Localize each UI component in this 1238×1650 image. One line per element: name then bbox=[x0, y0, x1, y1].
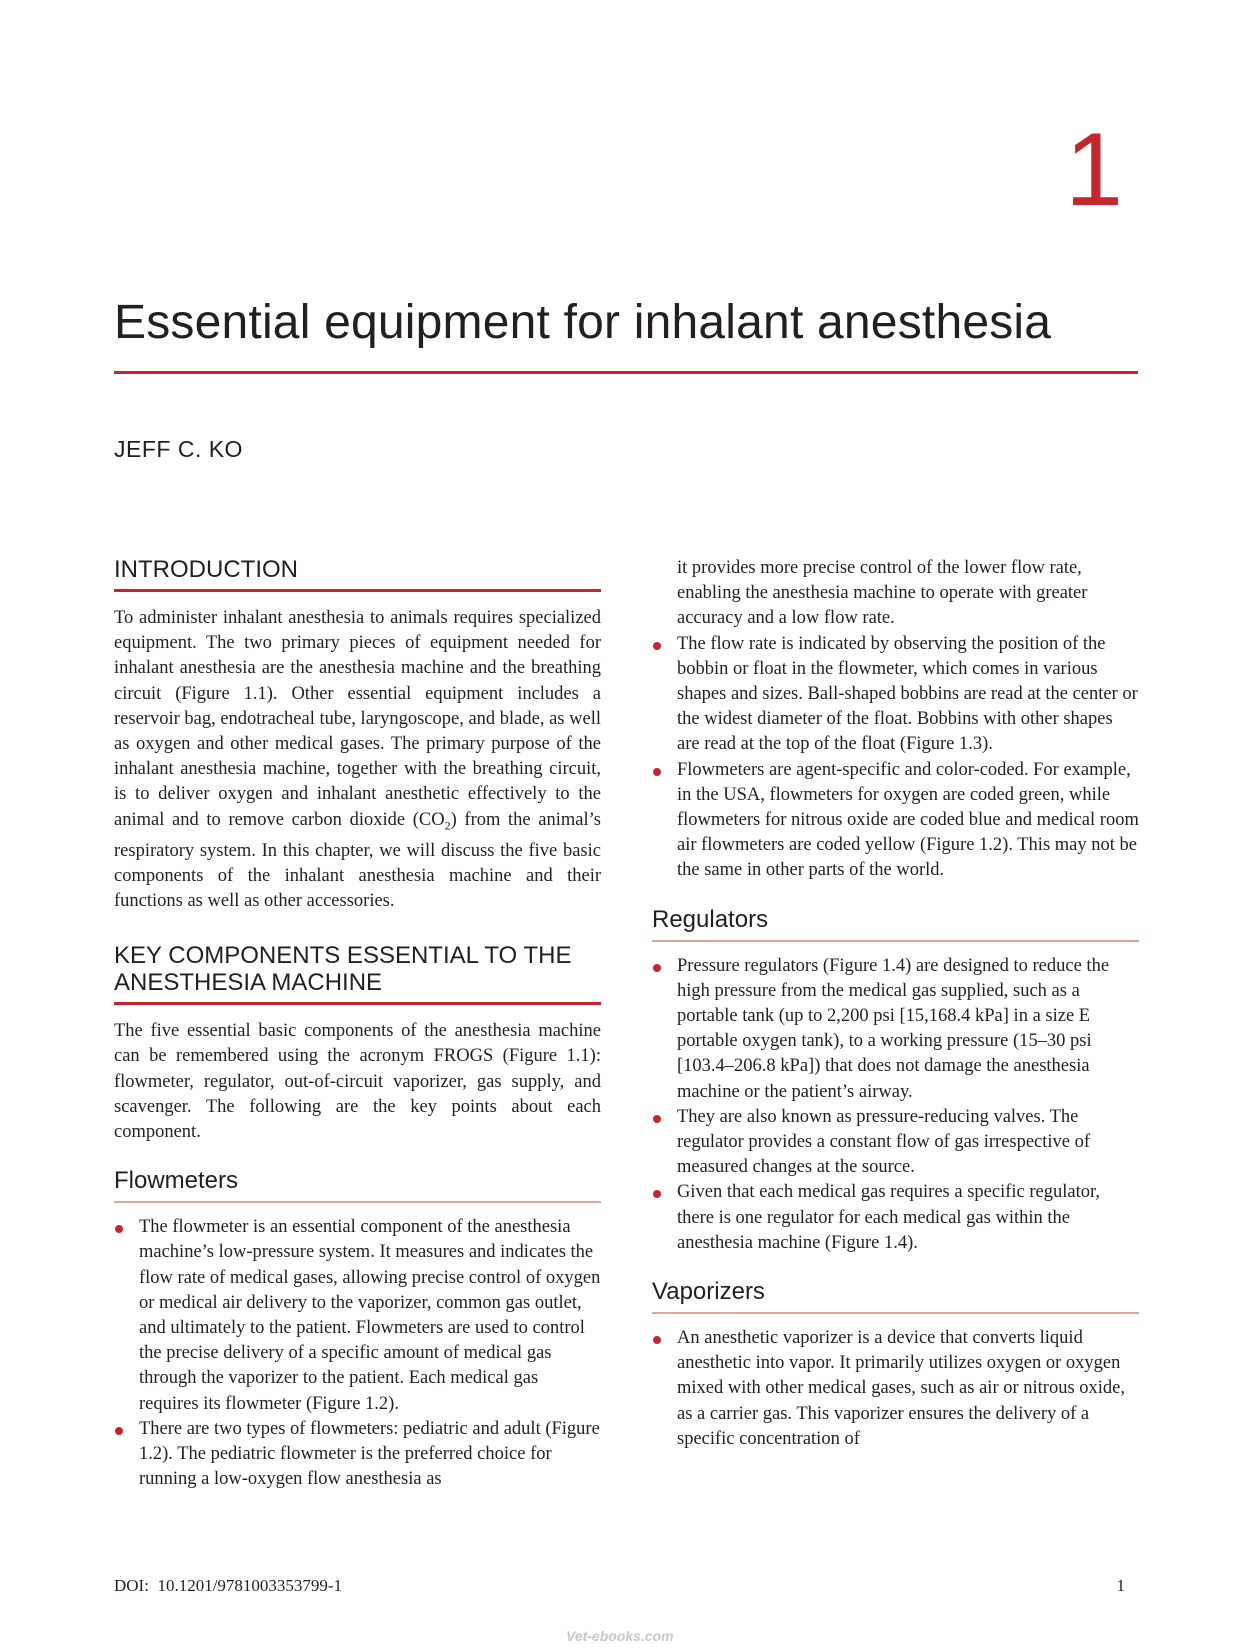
list-item: Given that each medical gas requires a specific regulator, there is one regulator for each medical gas within the anesthesia machine (Figure 1.4). bbox=[652, 1180, 1139, 1256]
list-item: Flowmeters are agent-specific and color-coded. For example, in the USA, flowmeters for oxygen are coded green, while flowmeters for nitrous oxide are coded blue and medical room air flowmeters are coded yellow (Figure 1.2). This may not be the same in other parts of the world. bbox=[652, 758, 1139, 884]
regulators-list bbox=[652, 954, 1139, 1256]
regulators-heading: Regulators bbox=[652, 906, 1139, 942]
key-components-heading-line2: ANESTHESIA MACHINE bbox=[114, 969, 383, 997]
list-item: Pressure regulators (Figure 1.4) are designed to reduce the high pressure from the medical gas supplied, such as a portable tank (up to 2,200 psi [15,168.4 kPa] in a size E portable oxygen tank), to a working pressure (15–30 psi [103.4–206.8 kPa]) that does not damage the anesthesia machine or the patient’s airway. bbox=[652, 954, 1139, 1105]
left-column bbox=[114, 556, 601, 1492]
flowmeters-heading: Flowmeters bbox=[114, 1167, 601, 1203]
co2-subscript: 2 bbox=[444, 818, 451, 833]
list-item: An anesthetic vaporizer is a device that converts liquid anesthetic into vapor. It primarily utilizes oxygen or oxygen mixed with other medical gases, such as air or nitrous oxide, as a carrier gas. This vaporizer ensures the delivery of a specific concentration of bbox=[652, 1326, 1139, 1452]
key-components-paragraph: The five essential basic components of the anesthesia machine can be remembered using the acronym FROGS (Figure 1.1): flowmeter, regulator, out-of-circuit vaporizer, gas supply, and scavenger. The following are the key points about each component. bbox=[114, 1021, 601, 1142]
vaporizers-heading: Vaporizers bbox=[652, 1278, 1139, 1314]
list-item: The flowmeter is an essential component of the anesthesia machine’s low-pressure system. It measures and indicates the flow rate of medical gases, allowing precise control of oxygen or medical air delivery to the vaporizer, common gas outlet, and ultimately to the patient. Flowmeters are used to control the precise delivery of a specific amount of medical gas through the vaporizer to the patient. Each medical gas requires its flowmeter (Figure 1.2). bbox=[114, 1215, 601, 1417]
list-item: The flow rate is indicated by observing the position of the bobbin or float in the flowmeter, which comes in various shapes and sizes. Ball-shaped bobbins are read at the center or the widest diameter of the float. Bobbins with other shapes are read at the top of the float (Figure 1.3). bbox=[652, 632, 1139, 758]
introduction-paragraph bbox=[114, 606, 601, 914]
author-name: JEFF C. KO bbox=[114, 436, 243, 462]
introduction-text-part1: To administer inhalant anesthesia to animals requires specialized equipment. The two primary pieces of equipment needed for inhalant anesthesia are the anesthesia machine and the breathing circuit (Figure 1.1). Other essential equipment includes a reservoir bag, endotracheal tube, laryngoscope, and blade, as well as oxygen and other medical gases. The primary purpose of the inhalant anesthesia machine, together with the breathing circuit, is to deliver oxygen and inhalant anesthetic effectively to the animal and to remove carbon dioxide (CO bbox=[114, 608, 601, 830]
flowmeters-list-continued bbox=[652, 632, 1139, 884]
flowmeters-list bbox=[114, 1215, 601, 1492]
chapter-number: 1 bbox=[1065, 112, 1123, 228]
page-number: 1 bbox=[1116, 1576, 1125, 1595]
introduction-text-part2: ) from the animal’s respiratory system. In this chapter, we will discuss the five basic components of the inhalant anesthesia machine and their functions as well as other accessories. bbox=[114, 809, 601, 911]
list-item: There are two types of flowmeters: pediatric and adult (Figure 1.2). The pediatric flowmeter is the preferred choice for running a low-oxygen flow anesthesia as bbox=[114, 1417, 601, 1493]
watermark-logo: Vet-ebooks.com bbox=[566, 1628, 674, 1644]
introduction-heading: INTRODUCTION bbox=[114, 556, 601, 592]
list-item: They are also known as pressure-reducing valves. The regulator provides a constant flow of gas irrespective of measured changes at the source. bbox=[652, 1105, 1139, 1181]
right-column bbox=[652, 556, 1139, 1452]
key-components-heading-line1: KEY COMPONENTS ESSENTIAL TO THE bbox=[114, 942, 572, 970]
chapter-title: Essential equipment for inhalant anesthesia bbox=[114, 296, 1052, 349]
title-rule bbox=[114, 371, 1138, 374]
flowmeters-continuation: it provides more precise control of the lower flow rate, enabling the anesthesia machine to operate with greater accuracy and a low flow rate. bbox=[677, 558, 1088, 629]
vaporizers-list bbox=[652, 1326, 1139, 1452]
key-components-heading bbox=[114, 942, 601, 1005]
doi-footer: DOI: 10.1201/9781003353799-1 bbox=[114, 1576, 343, 1595]
